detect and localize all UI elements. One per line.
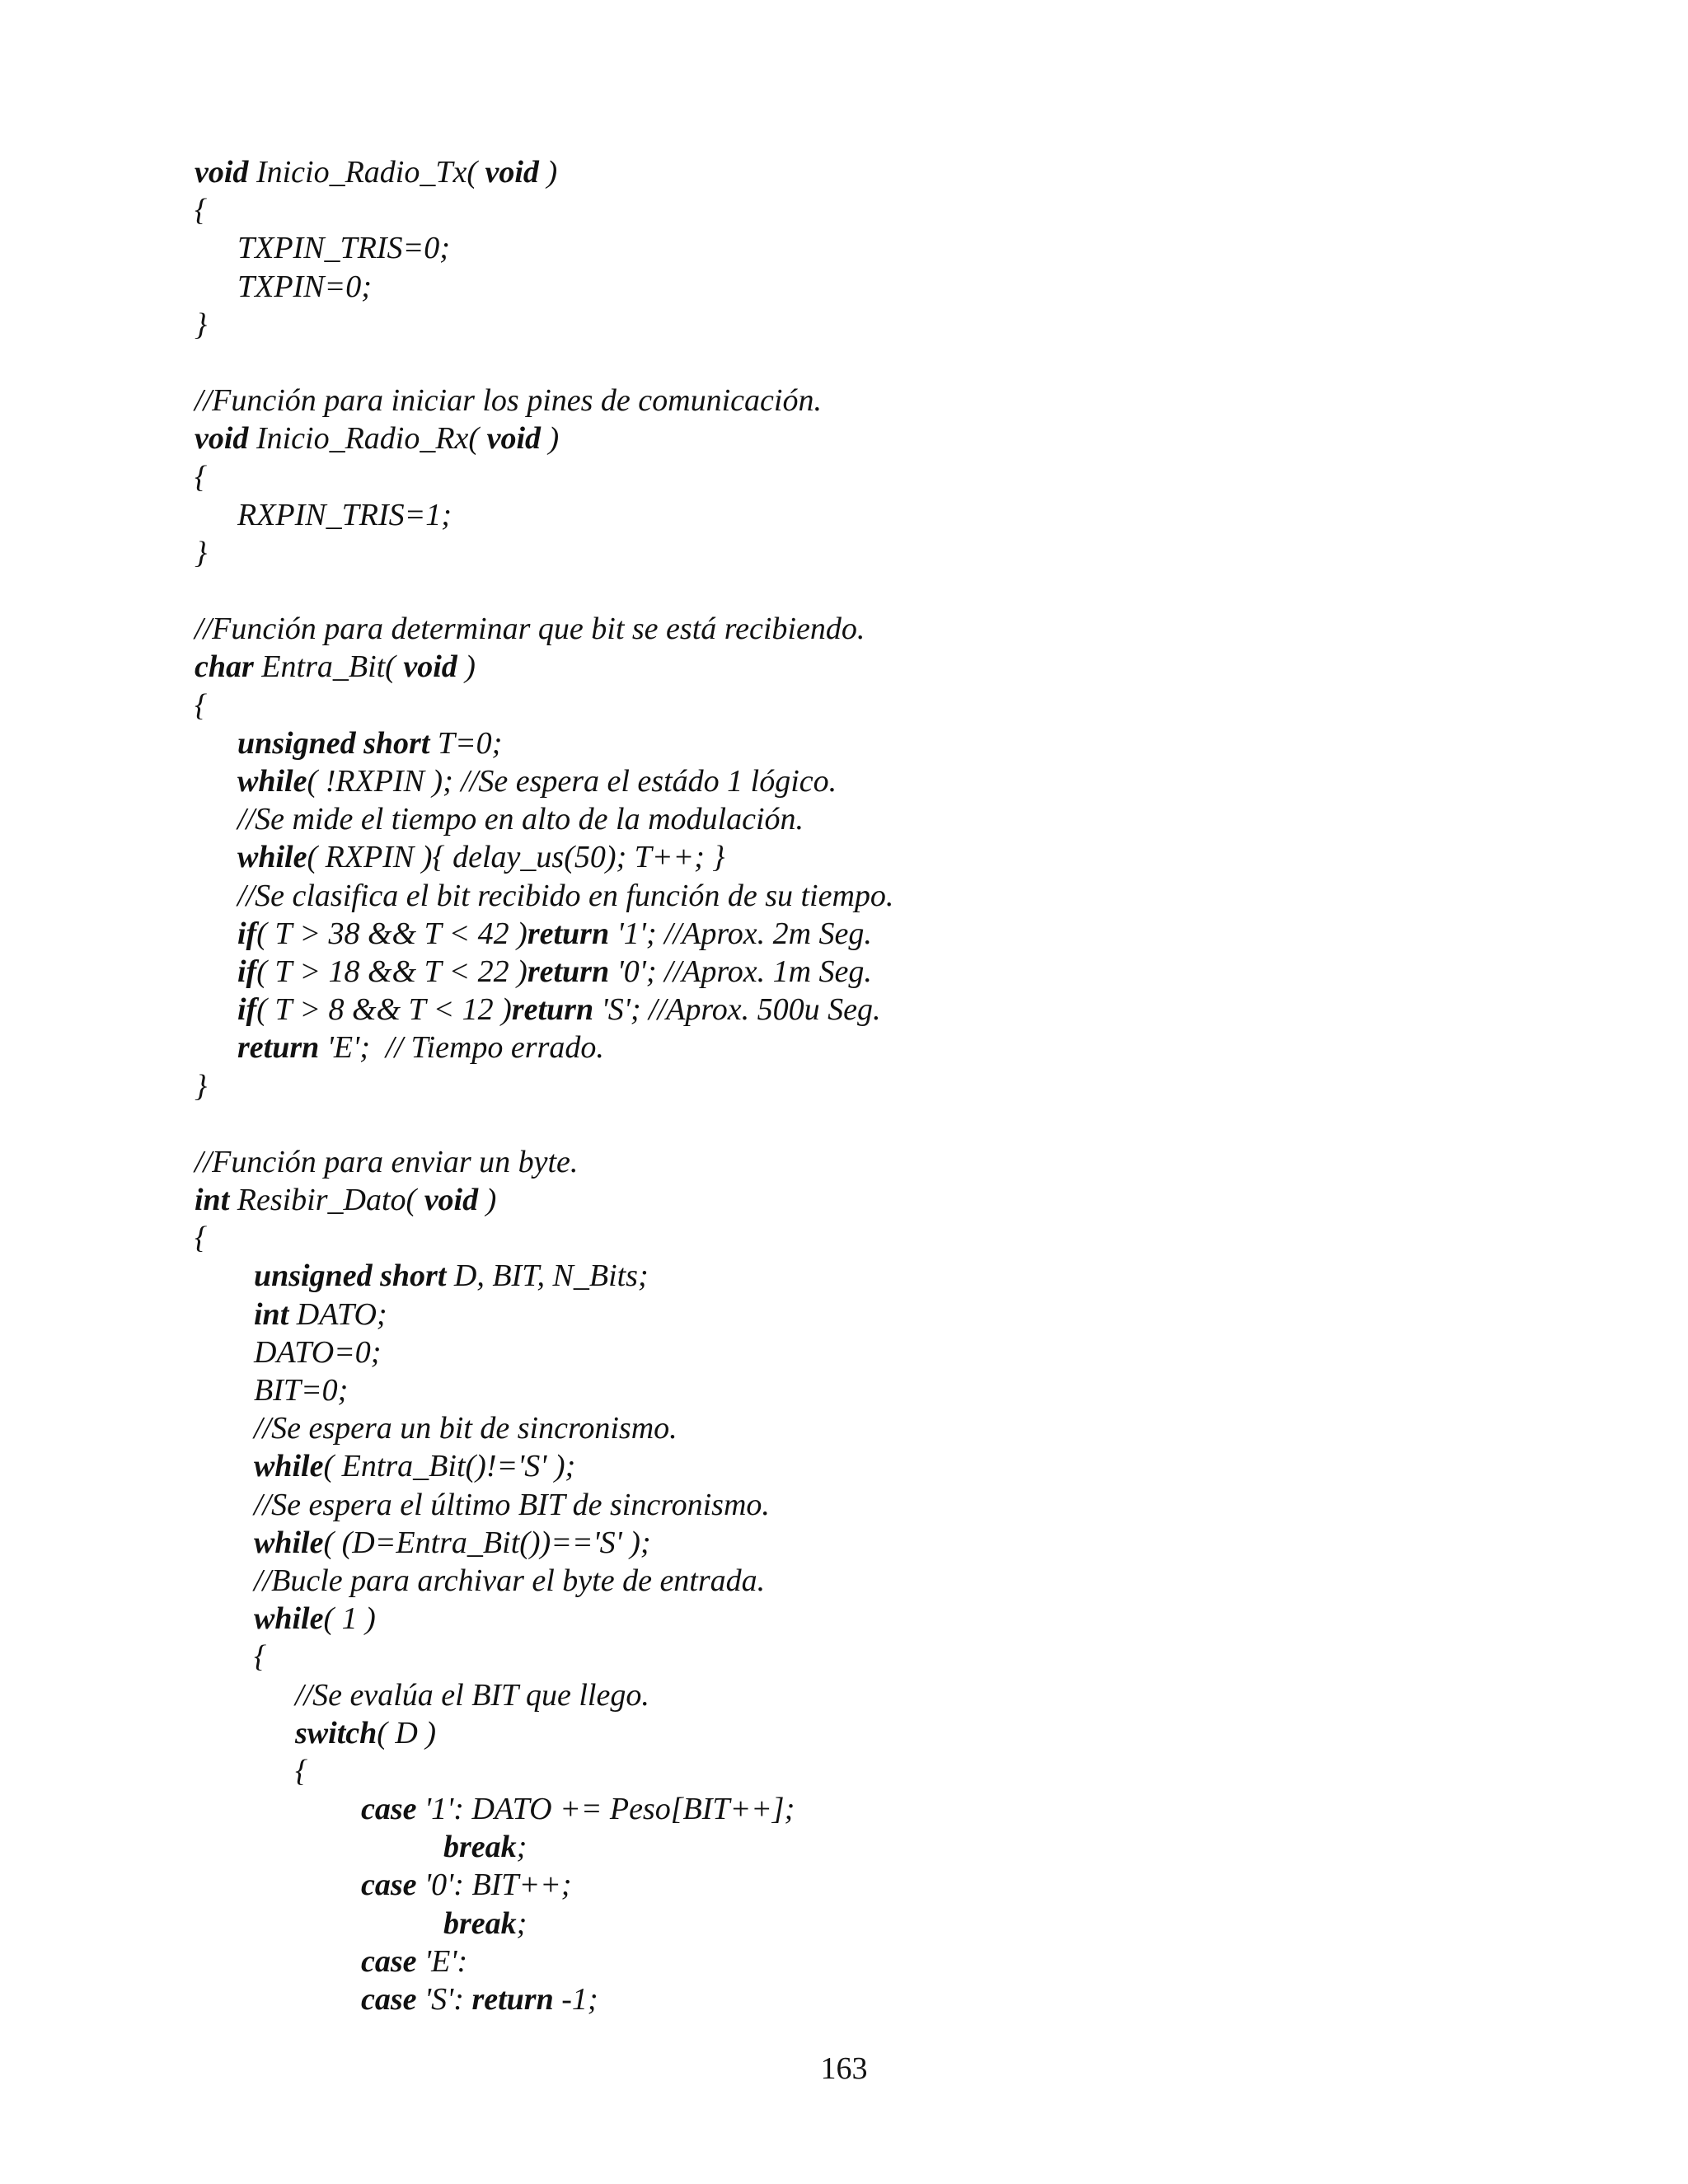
code-text: { <box>195 1221 208 1256</box>
code-text: DATO; <box>288 1296 387 1332</box>
code-line <box>195 534 1513 572</box>
code-text: ) <box>538 155 558 190</box>
code-text: D, BIT, N_Bits; <box>446 1258 649 1294</box>
code-text: //Se mide el tiempo en alto de la modulación. <box>237 802 804 837</box>
code-keyword: if <box>237 954 257 989</box>
code-line <box>195 610 1513 648</box>
code-keyword: case <box>361 1943 417 1979</box>
code-text: Resibir_Dato( <box>229 1183 424 1218</box>
code-text: { <box>295 1753 308 1788</box>
code-text: { <box>195 193 208 228</box>
code-line <box>195 1371 1513 1409</box>
code-line <box>195 1296 1513 1333</box>
code-keyword: void <box>424 1183 479 1218</box>
code-line <box>195 1029 1513 1066</box>
code-keyword: void <box>195 421 249 457</box>
code-text: ( T > 38 && T < 42 ) <box>256 916 528 951</box>
code-text: //Función para enviar un byte. <box>195 1144 579 1179</box>
code-keyword: unsigned short <box>237 725 430 761</box>
blank-line <box>195 344 1513 382</box>
code-line <box>195 191 1513 229</box>
code-keyword: case <box>361 1868 417 1903</box>
code-text: T=0; <box>429 725 503 761</box>
code-line <box>195 1943 1513 1980</box>
code-text: } <box>195 535 208 570</box>
code-text: ( T > 8 && T < 12 ) <box>256 992 512 1028</box>
code-line <box>195 953 1513 991</box>
code-line <box>195 268 1513 306</box>
code-text: //Se clasifica el bit recibido en función de su tiempo. <box>237 878 894 913</box>
code-text: //Bucle para archivar el byte de entrada. <box>254 1563 766 1598</box>
code-text: TXPIN_TRIS=0; <box>237 231 450 266</box>
code-text: ( Entra_Bit()!='S' ); <box>323 1449 576 1484</box>
code-line <box>195 306 1513 344</box>
code-text: //Función para iniciar los pines de comunicación. <box>195 383 822 419</box>
code-keyword: while <box>254 1449 324 1484</box>
code-line <box>195 877 1513 915</box>
code-text: DATO=0; <box>254 1334 382 1370</box>
code-text: { <box>195 687 208 723</box>
code-text: 'E'; // Tiempo errado. <box>319 1030 604 1066</box>
code-text: Entra_Bit( <box>253 649 404 685</box>
code-text: ) <box>541 421 560 457</box>
code-line <box>195 1562 1513 1600</box>
code-keyword: int <box>195 1183 230 1218</box>
code-text: } <box>195 1068 208 1104</box>
code-line <box>195 687 1513 724</box>
code-line <box>195 1866 1513 1904</box>
code-line <box>195 1752 1513 1790</box>
code-line <box>195 991 1513 1029</box>
blank-line <box>195 572 1513 610</box>
code-line <box>195 1828 1513 1866</box>
code-keyword: return <box>511 992 594 1028</box>
code-keyword: switch <box>295 1715 377 1750</box>
code-line <box>195 800 1513 838</box>
code-keyword: case <box>361 1792 417 1827</box>
code-line <box>195 1600 1513 1638</box>
code-text: ; <box>516 1905 528 1941</box>
code-text: //Se espera un bit de sincronismo. <box>254 1411 678 1446</box>
code-line <box>195 382 1513 419</box>
code-text: Inicio_Radio_Rx( <box>248 421 487 457</box>
code-text: '1'; //Aprox. 2m Seg. <box>609 916 872 951</box>
code-line <box>195 1676 1513 1714</box>
code-text: '1': DATO += Peso[BIT++]; <box>416 1792 795 1827</box>
code-line <box>195 1067 1513 1105</box>
code-text: ( !RXPIN ); //Se espera el estádo 1 lógico. <box>307 764 837 799</box>
code-line <box>195 648 1513 686</box>
code-text: ( T > 18 && T < 22 ) <box>256 954 528 989</box>
code-keyword: return <box>527 916 610 951</box>
code-keyword: return <box>471 1982 554 2017</box>
code-keyword: unsigned short <box>254 1258 447 1294</box>
code-line <box>195 496 1513 534</box>
code-keyword: while <box>237 840 307 875</box>
code-text: ( D ) <box>377 1715 437 1750</box>
code-text: ( RXPIN ){ delay_us(50); T++; } <box>307 840 725 875</box>
code-keyword: void <box>403 649 457 685</box>
code-keyword: while <box>254 1525 324 1560</box>
code-keyword: void <box>486 421 542 457</box>
code-text: '0'; //Aprox. 1m Seg. <box>609 954 872 989</box>
code-text: ( (D=Entra_Bit())=='S' ); <box>323 1525 651 1560</box>
code-text: //Se evalúa el BIT que llego. <box>295 1677 649 1713</box>
code-keyword: return <box>237 1030 320 1066</box>
code-line <box>195 1447 1513 1485</box>
code-keyword: while <box>237 764 307 799</box>
code-line <box>195 458 1513 496</box>
code-text: { <box>195 459 208 494</box>
code-text: { <box>254 1639 267 1675</box>
code-line <box>195 153 1513 191</box>
code-keyword: case <box>361 1982 417 2017</box>
code-line <box>195 1524 1513 1562</box>
code-text: BIT=0; <box>254 1373 349 1408</box>
code-text: } <box>195 307 208 342</box>
code-text: TXPIN=0; <box>237 269 372 304</box>
code-line <box>195 1219 1513 1257</box>
code-line <box>195 762 1513 800</box>
code-text: -1; <box>553 1982 598 2017</box>
code-line <box>195 1181 1513 1219</box>
code-line <box>195 1714 1513 1752</box>
code-line <box>195 1790 1513 1828</box>
code-text: Inicio_Radio_Tx( <box>248 155 485 190</box>
code-text: 'S': <box>416 1982 472 2017</box>
code-line <box>195 724 1513 762</box>
code-line <box>195 1980 1513 2018</box>
code-text: '0': BIT++; <box>416 1868 572 1903</box>
code-text: ) <box>457 649 476 685</box>
code-text: ) <box>478 1183 497 1218</box>
code-keyword: if <box>237 992 257 1028</box>
code-line <box>195 838 1513 876</box>
code-keyword: while <box>254 1601 324 1637</box>
code-text: ( 1 ) <box>323 1601 376 1637</box>
code-keyword: return <box>527 954 610 989</box>
code-line <box>195 1143 1513 1181</box>
code-line <box>195 1638 1513 1675</box>
code-text: RXPIN_TRIS=1; <box>237 497 452 532</box>
code-keyword: char <box>195 649 254 685</box>
code-text: //Se espera el último BIT de sincronismo. <box>254 1487 770 1522</box>
code-keyword: break <box>443 1830 517 1865</box>
code-text: //Función para determinar que bit se está recibiendo. <box>195 612 865 647</box>
code-line <box>195 915 1513 953</box>
code-listing <box>195 153 1513 2018</box>
code-line <box>195 1486 1513 1524</box>
code-line <box>195 1333 1513 1371</box>
page-number: 163 <box>820 2051 868 2086</box>
code-keyword: int <box>254 1296 289 1332</box>
code-keyword: void <box>195 155 249 190</box>
code-keyword: break <box>443 1905 517 1941</box>
code-text: 'E': <box>416 1943 468 1979</box>
code-line <box>195 229 1513 267</box>
code-line <box>195 419 1513 457</box>
code-text: 'S'; //Aprox. 500u Seg. <box>593 992 881 1028</box>
code-keyword: if <box>237 916 257 951</box>
code-text: ; <box>516 1830 528 1865</box>
blank-line <box>195 1105 1513 1143</box>
code-line <box>195 1905 1513 1943</box>
code-keyword: void <box>485 155 539 190</box>
code-line <box>195 1257 1513 1295</box>
code-line <box>195 1409 1513 1447</box>
